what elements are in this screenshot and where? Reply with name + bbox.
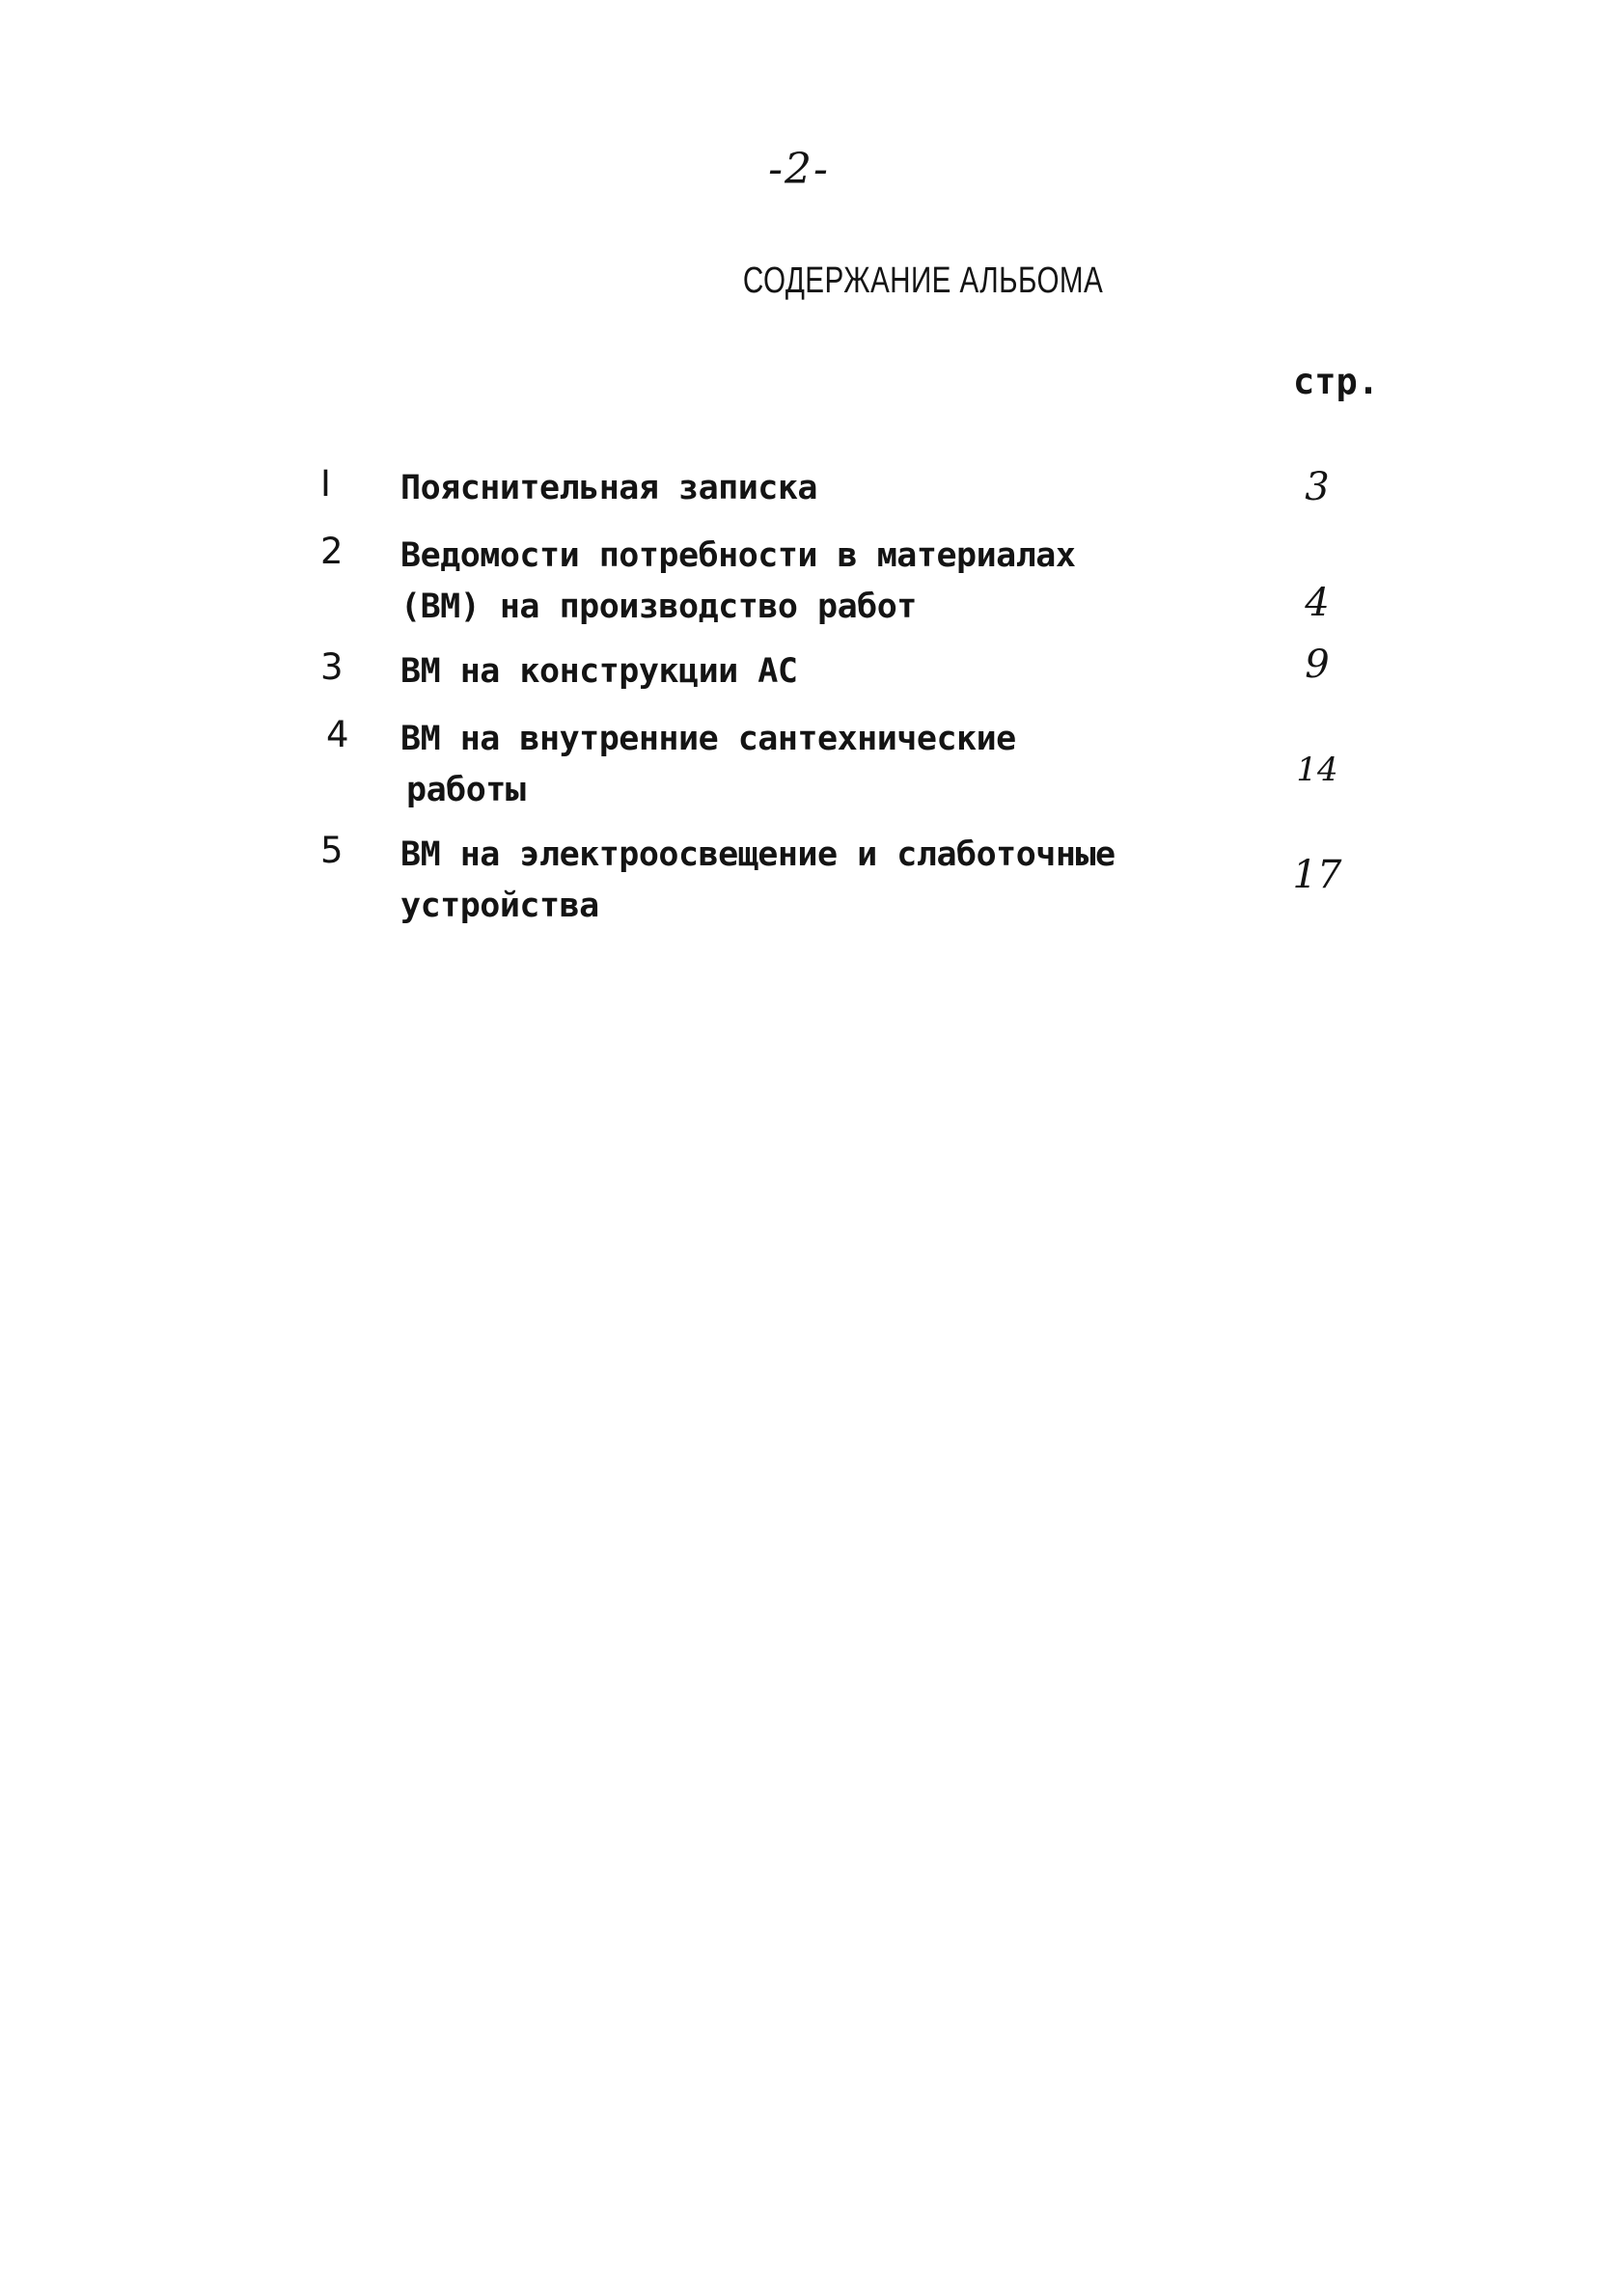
toc-entry-title-line: ВМ на электроосвещение и слаботочные [400,835,1116,874]
page-column-header: стр. [1293,361,1380,402]
toc-entry-number: 4 [326,714,349,755]
toc-entry-page: 4 [1305,581,1330,625]
toc-entry-title [400,646,1192,697]
toc-entry-title-line: работы [406,771,526,809]
toc-entry-title-line: Ведомости потребности в материалах [400,536,1076,575]
page-number: -2- [768,145,830,194]
toc-entry-title-line: Пояснительная записка [400,469,818,507]
toc-entry-page: 14 [1296,751,1338,789]
toc-entry-title [400,714,1192,816]
toc-entry-title-line: ВМ на конструкции АС [400,652,798,691]
toc-entry-title [400,463,1192,514]
toc-entry-title [400,531,1192,633]
toc-entry-number: 2 [320,531,344,572]
toc-entry-title-line: устройства [400,887,599,925]
toc-entry-number: 5 [320,830,344,871]
toc-entry-number: I [320,463,331,505]
toc-entry-title-line: (ВМ) на производство работ [400,588,917,626]
toc-entry-title-line: ВМ на внутренние сантехнические [400,720,1016,758]
toc-entry-number: 3 [320,646,344,688]
toc-entry-page: 9 [1305,642,1330,687]
toc-entry-title [400,830,1192,932]
document-title: СОДЕРЖАНИЕ АЛЬБОМА [742,260,1104,301]
toc-entry-page: 3 [1305,465,1330,509]
toc-entry-page: 17 [1292,853,1342,897]
